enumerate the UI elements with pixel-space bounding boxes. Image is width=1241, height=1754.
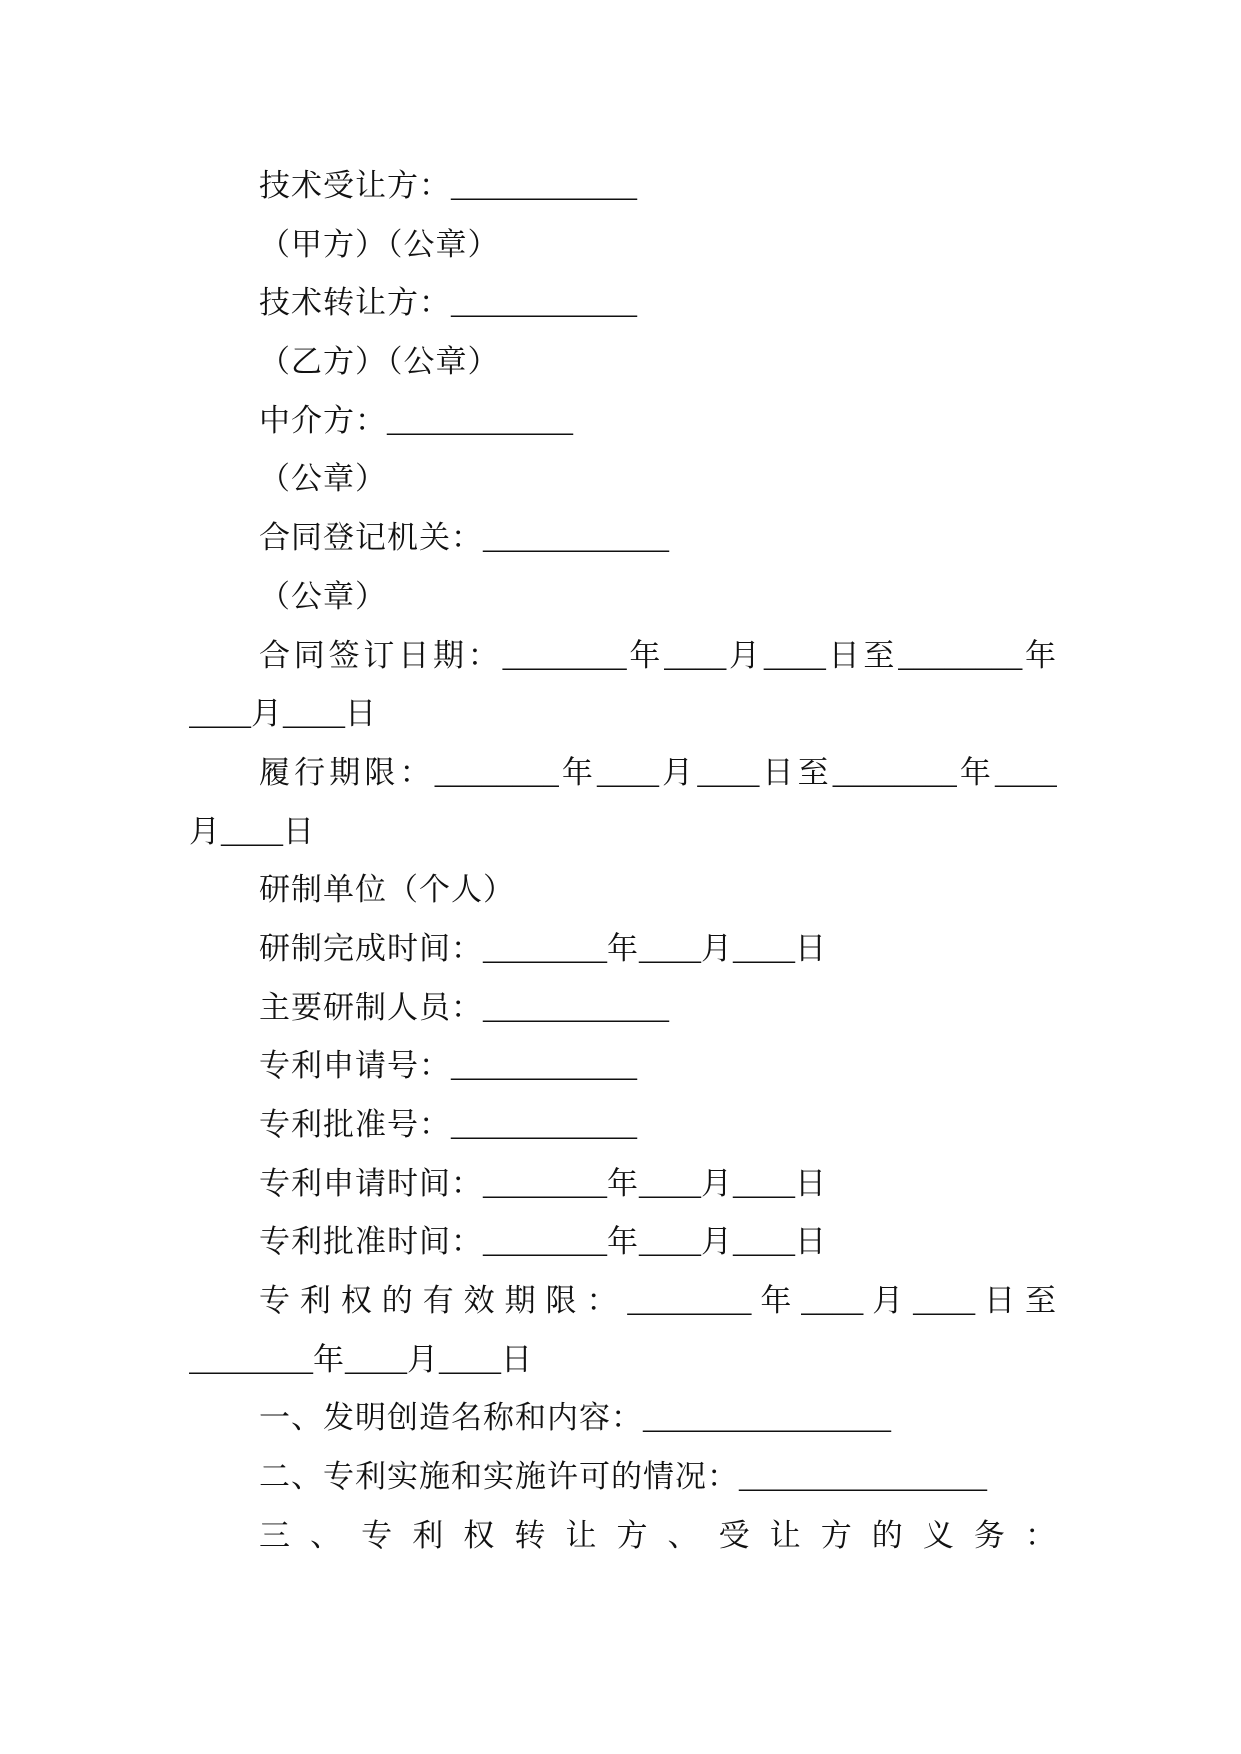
patent-application-number-label: 专利申请号：	[259, 1048, 451, 1084]
month-blank: ____	[639, 1224, 701, 1260]
start-month-blank: ____	[597, 754, 660, 790]
performance-period-line	[189, 744, 1057, 803]
end-day-blank: ____	[221, 813, 283, 849]
month-unit: 月	[701, 1224, 733, 1260]
end-month-blank: ____	[995, 754, 1057, 790]
developer-unit-label: 研制单位（个人）	[259, 872, 515, 908]
month-blank: ____	[639, 930, 701, 966]
transferor-blank: ____________	[451, 285, 637, 321]
transferor-seal-note: （乙方）（公章）	[259, 344, 500, 380]
registration-authority-seal-note: （公章）	[259, 578, 387, 614]
day-unit: 日	[795, 1165, 827, 1201]
month-blank: ____	[639, 1165, 701, 1201]
intermediary-label: 中介方：	[259, 402, 387, 438]
end-month-unit: 月	[251, 696, 283, 732]
start-month-unit: 月	[863, 1283, 914, 1319]
year-blank: ________	[483, 1224, 607, 1260]
contract-page	[189, 157, 1057, 1566]
end-month-unit: 月	[189, 813, 221, 849]
section-2-blank: ________________	[739, 1459, 987, 1495]
end-year-unit: 年	[1022, 637, 1057, 673]
end-month-blank: ____	[345, 1341, 407, 1377]
main-developers-label: 主要研制人员：	[259, 989, 483, 1025]
signing-date-line-continued	[189, 685, 1057, 744]
end-day-blank: ____	[439, 1341, 501, 1377]
intermediary-seal-note: （公章）	[259, 461, 387, 497]
end-year-blank: ________	[832, 754, 957, 790]
start-year-blank: ________	[502, 637, 627, 673]
end-day-unit: 日	[501, 1341, 533, 1377]
transferee-label: 技术受让方：	[259, 168, 451, 203]
end-month-unit: 月	[407, 1341, 439, 1377]
transferor-label: 技术转让方：	[259, 285, 451, 321]
section-1-blank: ________________	[643, 1400, 891, 1436]
completion-date-label: 研制完成时间：	[259, 930, 483, 966]
patent-application-number-line	[189, 1037, 1057, 1096]
start-day-to-unit: 日至	[825, 637, 899, 673]
registration-authority-blank: ____________	[483, 520, 669, 556]
day-unit: 日	[795, 930, 827, 966]
registration-authority-label: 合同登记机关：	[259, 520, 483, 556]
day-blank: ____	[733, 1165, 795, 1201]
transferee-line	[189, 157, 1057, 216]
patent-approval-date-line	[189, 1213, 1057, 1272]
year-unit: 年	[607, 1224, 639, 1260]
main-developers-line	[189, 979, 1057, 1038]
start-month-blank: ____	[801, 1283, 864, 1319]
patent-approval-number-line	[189, 1096, 1057, 1155]
year-blank: ________	[483, 1165, 607, 1201]
end-year-unit: 年	[956, 754, 996, 790]
intermediary-line	[189, 392, 1057, 451]
end-year-unit: 年	[313, 1341, 345, 1377]
patent-validity-period-line	[189, 1272, 1057, 1331]
section-2-title: 二、专利实施和实施许可的情况：	[259, 1459, 739, 1495]
section-2-patent-implementation	[189, 1448, 1057, 1507]
year-unit: 年	[607, 930, 639, 966]
day-blank: ____	[733, 930, 795, 966]
start-year-unit: 年	[626, 637, 665, 673]
signing-date-line	[189, 627, 1057, 686]
end-year-blank: ________	[189, 1341, 313, 1377]
patent-application-date-line	[189, 1155, 1057, 1214]
day-unit: 日	[795, 1224, 827, 1260]
patent-application-number-blank: ____________	[451, 1048, 637, 1084]
transferor-line	[189, 274, 1057, 333]
patent-approval-number-blank: ____________	[451, 1107, 637, 1142]
year-unit: 年	[607, 1165, 639, 1201]
start-year-blank: ________	[434, 754, 559, 790]
start-day-blank: ____	[913, 1283, 976, 1319]
month-unit: 月	[701, 1165, 733, 1201]
end-month-blank: ____	[189, 696, 251, 732]
end-day-unit: 日	[345, 696, 377, 732]
patent-validity-period-label: 专利权的有效期限：	[259, 1283, 628, 1319]
end-day-unit: 日	[283, 813, 315, 849]
section-1-invention-name-content	[189, 1389, 1057, 1448]
transferee-seal-note: （甲方）（公章）	[259, 226, 500, 262]
start-day-blank: ____	[763, 637, 826, 673]
start-day-to-unit: 日至	[975, 1283, 1057, 1319]
day-blank: ____	[733, 1224, 795, 1260]
end-day-blank: ____	[283, 696, 345, 732]
transferee-blank: ____________	[451, 168, 637, 203]
signing-date-label: 合同签订日期：	[259, 637, 503, 673]
start-month-blank: ____	[664, 637, 727, 673]
end-year-blank: ________	[898, 637, 1023, 673]
performance-period-line-continued	[189, 803, 1057, 862]
completion-date-line	[189, 920, 1057, 979]
section-1-title: 一、发明创造名称和内容：	[259, 1400, 643, 1436]
start-day-blank: ____	[697, 754, 760, 790]
start-year-blank: ________	[627, 1283, 752, 1319]
performance-period-label: 履行期限：	[259, 754, 435, 790]
intermediary-blank: ____________	[387, 402, 573, 438]
patent-validity-period-line-continued	[189, 1331, 1057, 1390]
start-day-to-unit: 日至	[759, 754, 833, 790]
year-blank: ________	[483, 930, 607, 966]
patent-application-date-label: 专利申请时间：	[259, 1165, 483, 1201]
section-3-obligations-heading: 三、专利权转让方、受让方的义务：	[259, 1517, 1057, 1553]
start-year-unit: 年	[558, 754, 598, 790]
main-developers-blank: ____________	[483, 989, 669, 1025]
month-unit: 月	[701, 930, 733, 966]
patent-approval-number-label: 专利批准号：	[259, 1107, 451, 1142]
registration-authority-line	[189, 509, 1057, 568]
start-year-unit: 年	[751, 1283, 802, 1319]
start-month-unit: 月	[659, 754, 698, 790]
patent-approval-date-label: 专利批准时间：	[259, 1224, 483, 1260]
start-month-unit: 月	[726, 637, 764, 673]
